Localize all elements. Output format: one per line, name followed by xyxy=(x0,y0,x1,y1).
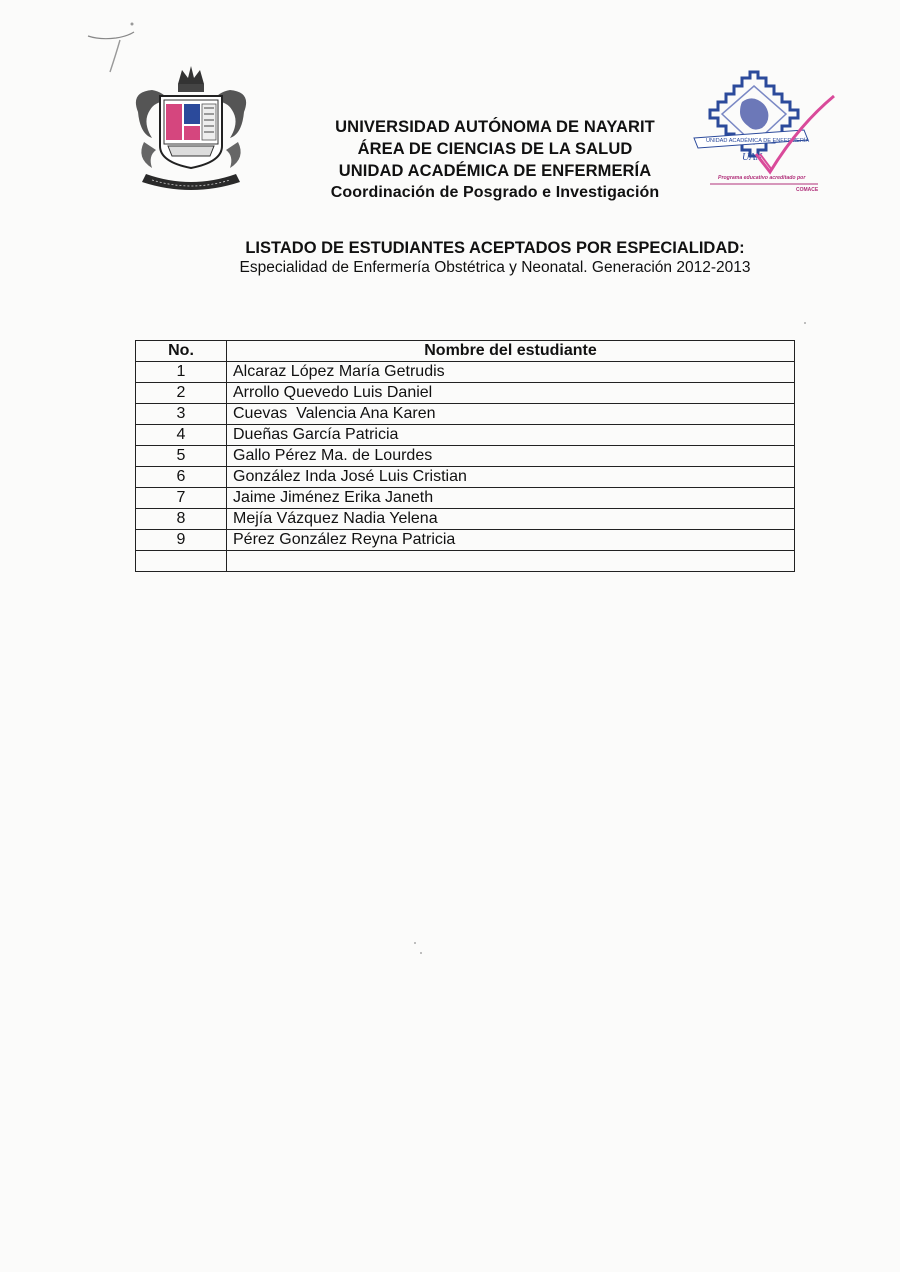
student-name xyxy=(227,551,795,572)
student-number: 2 xyxy=(136,383,227,404)
university-seal-logo xyxy=(130,62,252,192)
student-name: González Inda José Luis Cristian xyxy=(227,467,795,488)
table-row xyxy=(136,509,795,530)
table-row xyxy=(136,425,795,446)
student-name: Arrollo Quevedo Luis Daniel xyxy=(227,383,795,404)
student-name: Pérez González Reyna Patricia xyxy=(227,530,795,551)
student-name: Cuevas Valencia Ana Karen xyxy=(227,404,795,425)
university-name: UNIVERSIDAD AUTÓNOMA DE NAYARIT xyxy=(335,118,655,136)
document-title: LISTADO DE ESTUDIANTES ACEPTADOS POR ESPECIALIDAD: xyxy=(245,239,745,257)
students-table xyxy=(135,340,795,572)
student-number: 9 xyxy=(136,530,227,551)
student-number: 5 xyxy=(136,446,227,467)
table-row xyxy=(136,446,795,467)
student-name: Dueñas García Patricia xyxy=(227,425,795,446)
student-number: 6 xyxy=(136,467,227,488)
student-number: 7 xyxy=(136,488,227,509)
number-column-header: No. xyxy=(136,341,227,362)
scan-speck xyxy=(420,952,422,954)
scan-speck xyxy=(804,322,806,324)
table-row xyxy=(136,404,795,425)
unit-name: UNIDAD ACADÉMICA DE ENFERMERÍA xyxy=(338,162,652,180)
student-number: 3 xyxy=(136,404,227,425)
institution-header xyxy=(300,116,690,204)
table-row xyxy=(136,488,795,509)
student-number: 8 xyxy=(136,509,227,530)
nursing-unit-accreditation-logo xyxy=(688,66,838,196)
table-header-row xyxy=(136,341,795,362)
logo-accreditor: COMACE xyxy=(796,187,819,193)
document-title-block xyxy=(180,238,810,278)
logo-caption: Programa educativo acreditado por xyxy=(718,175,806,181)
document-subtitle: Especialidad de Enfermería Obstétrica y Neonatal. Generación 2012-2013 xyxy=(239,259,751,276)
student-name: Mejía Vázquez Nadia Yelena xyxy=(227,509,795,530)
name-column-header: Nombre del estudiante xyxy=(227,341,795,362)
student-name: Jaime Jiménez Erika Janeth xyxy=(227,488,795,509)
table-row-empty xyxy=(136,551,795,572)
table-row xyxy=(136,467,795,488)
logo-monogram: UAN xyxy=(742,152,762,163)
student-number xyxy=(136,551,227,572)
area-name: ÁREA DE CIENCIAS DE LA SALUD xyxy=(357,140,633,158)
logo-ring-text: UNIDAD ACADÉMICA DE ENFERMERÍA xyxy=(706,138,810,144)
student-number: 4 xyxy=(136,425,227,446)
student-name: Alcaraz López María Getrudis xyxy=(227,362,795,383)
coordination-name: Coordinación de Posgrado e Investigación xyxy=(330,184,660,201)
student-name: Gallo Pérez Ma. de Lourdes xyxy=(227,446,795,467)
student-number: 1 xyxy=(136,362,227,383)
scan-speck xyxy=(414,942,416,944)
table-row xyxy=(136,530,795,551)
table-row xyxy=(136,362,795,383)
table-row xyxy=(136,383,795,404)
